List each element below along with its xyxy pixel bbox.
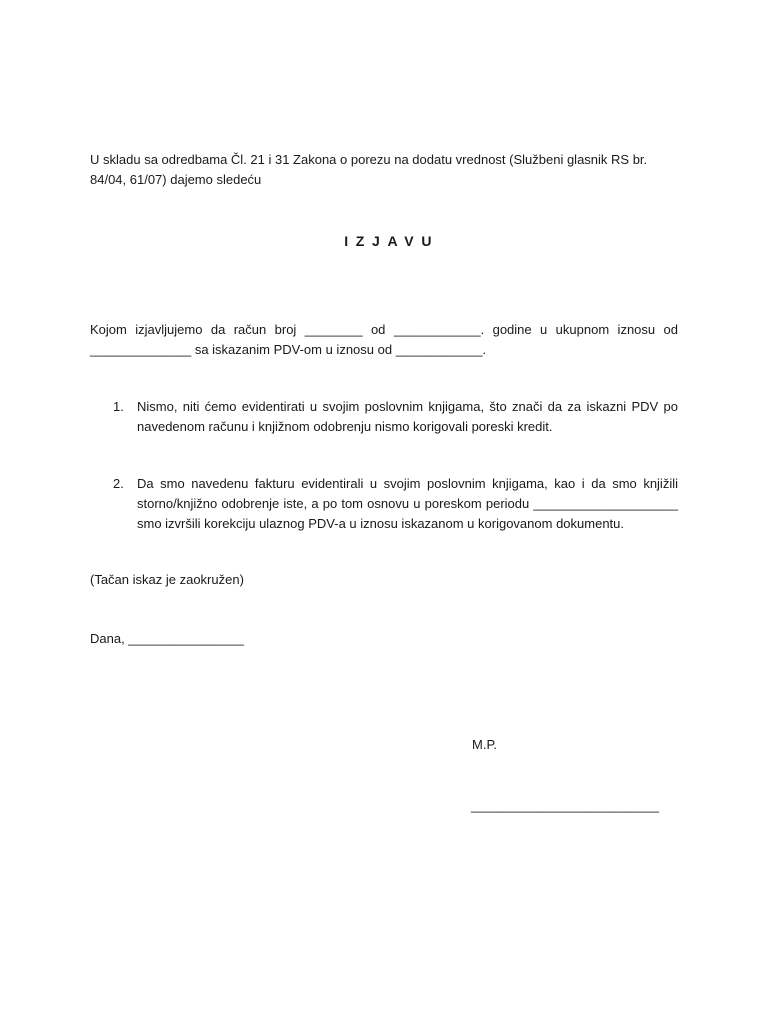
list-item: [90, 474, 678, 534]
list-item-text: Nismo, niti ćemo evidentirati u svojim poslovnim knjigama, što znači da za iskazni PDV po navedenom računu i knjižnom odobrenju nismo korigovali poreski kredit.: [137, 399, 678, 434]
date-line: Dana, ________________: [90, 631, 244, 646]
note-text: (Tačan iskaz je zaokružen): [90, 572, 244, 587]
list-item-number: 1.: [113, 399, 124, 414]
list-item: [90, 397, 678, 437]
signature-line: __________________________: [471, 798, 659, 813]
stamp-label: M.P.: [472, 737, 498, 752]
list-item-text: Da smo navedenu fakturu evidentirali u svojim poslovnim knjigama, kao i da smo knjižili storno/knjižno odobrenje iste, a po tom osnovu u poreskom periodu ____________________ smo izvršili korekciju ulaznog PDV-a u iznosu iskazanom u korigovanom dokumentu.: [137, 476, 678, 531]
list-item-number: 2.: [113, 476, 124, 491]
intro-paragraph: U skladu sa odredbama Čl. 21 i 31 Zakona o porezu na dodatu vrednost (Službeni glasnik RS br. 84/04, 61/07) dajemo sledeću: [90, 152, 648, 187]
statement-paragraph: Kojom izjavljujemo da račun broj ________ od ____________. godine u ukupnom iznosu od ______________ sa iskazanim PDV-om u iznosu od ____________.: [90, 322, 678, 357]
document-title: IZJAVU: [344, 233, 440, 249]
